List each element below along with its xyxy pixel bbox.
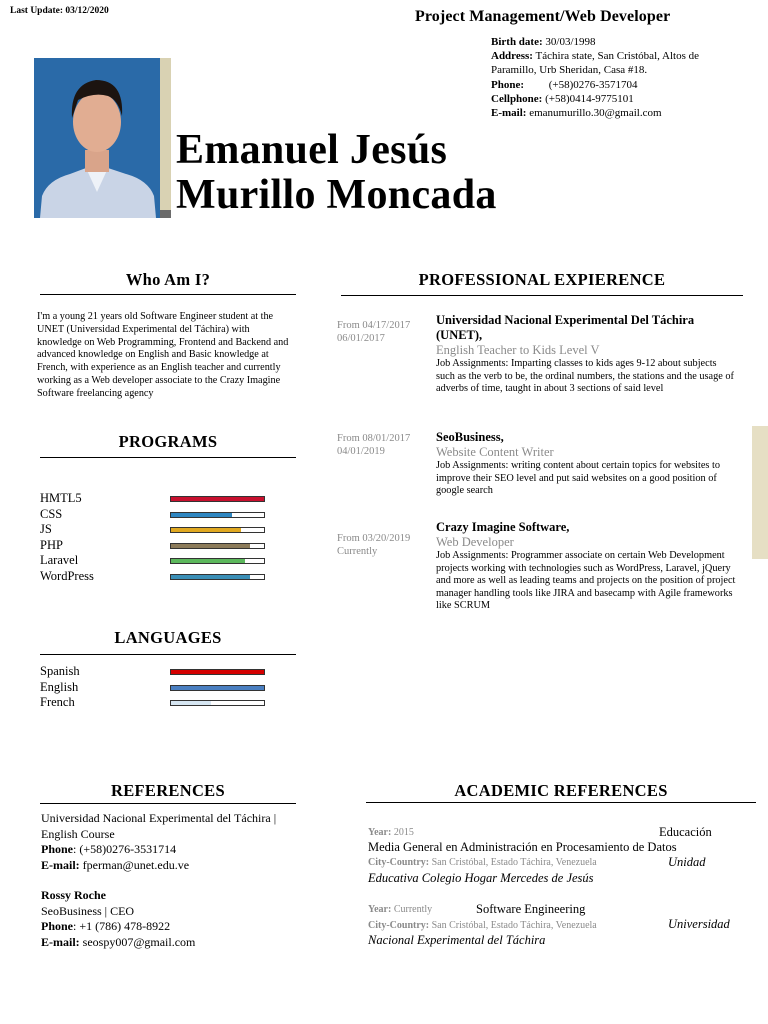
skill-name: CSS — [40, 506, 63, 521]
last-update-text: Last Update: 03/12/2020 — [10, 6, 109, 16]
experience-divider — [341, 295, 743, 296]
experience-entry — [337, 520, 737, 620]
language-name: French — [40, 695, 75, 709]
references-heading: REFERENCES — [111, 781, 225, 800]
name-first: Emanuel Jesús — [176, 127, 448, 173]
experience-entry — [337, 430, 737, 510]
skill-level-fill — [171, 559, 245, 563]
name-last: Murillo Moncada — [176, 172, 497, 218]
skill-level-fill — [171, 513, 232, 517]
academic-year: Year: Currently — [368, 904, 433, 915]
person-portrait-icon — [34, 58, 160, 218]
email-label: E-mail: — [41, 857, 80, 872]
skill-row — [40, 553, 300, 569]
academic-city: City-Country: San Cristóbal, Estado Táchira, Venezuela — [368, 857, 597, 868]
skill-bar — [170, 527, 265, 533]
reference-phone: : (+58)0276-3531714 — [73, 842, 177, 856]
experience-org: SeoBusiness, — [436, 430, 504, 444]
programs-divider — [40, 457, 296, 458]
experience-role: English Teacher to Kids Level V — [436, 343, 600, 357]
experience-role: Website Content Writer — [436, 445, 554, 459]
language-name: Spanish — [40, 664, 80, 678]
reference-name: Rossy Roche — [41, 888, 106, 902]
language-name: English — [40, 679, 79, 694]
skill-name: PHP — [40, 537, 63, 552]
about-text: I'm a young 21 years old Software Engineer student at the UNET (Universidad Experimental del Táchira) with knowledge on Web Programming, Frontend and Backend and advanced knowledge on English and Basic knowledge at French, with experience as an English teacher and currently working as a Web developer associate to the Crazy Imagine Software freelancing agency — [37, 311, 289, 399]
phone-label: Phone — [41, 919, 74, 933]
academic-heading: ACADEMIC REFERENCES — [454, 781, 668, 800]
skill-level-fill — [171, 544, 250, 548]
skill-level-fill — [171, 497, 264, 501]
academic-institution-start: Unidad — [668, 855, 706, 869]
cellphone-label: Cellphone: — [491, 92, 543, 105]
academic-degree-start: Educación — [659, 825, 712, 839]
reference-phone: : +1 (786) 478-8922 — [73, 919, 171, 933]
language-row — [40, 680, 300, 696]
skill-bar — [170, 574, 265, 580]
phone-value: (+58)0276-3571704 — [548, 78, 638, 91]
email-label: E-mail: — [41, 934, 80, 949]
contact-info — [491, 35, 741, 120]
skill-bar — [170, 512, 265, 518]
skill-level-fill — [171, 575, 250, 579]
reference-org: SeoBusiness | CEO — [41, 903, 135, 918]
languages-heading: LANGUAGES — [114, 628, 222, 647]
cellphone-value: (+58)0414-9775101 — [545, 92, 634, 105]
skill-level-fill — [171, 528, 241, 532]
language-bar — [170, 669, 265, 675]
academic-entry — [368, 825, 758, 887]
skill-row — [40, 507, 300, 523]
experience-dates: From 04/17/2017 06/01/2017 — [337, 320, 411, 344]
skill-bar — [170, 558, 265, 564]
job-title: Project Management/Web Developer — [415, 8, 671, 25]
references-divider — [40, 803, 296, 804]
experience-description: Job Assignments: writing content about certain topics for websites to improve their SEO level and put said websites on a good position of google search — [436, 460, 720, 496]
email-value: emanumurillo.30@gmail.com — [529, 107, 662, 120]
skill-name: WordPress — [40, 568, 94, 583]
languages-list — [40, 664, 300, 711]
birth-value: 30/03/1998 — [545, 36, 596, 48]
experience-dates: From 03/20/2019 Currently — [337, 533, 411, 557]
language-bar — [170, 700, 265, 706]
experience-heading: PROFESSIONAL EXPIERENCE — [418, 270, 666, 289]
birth-label: Birth date: — [491, 36, 543, 48]
experience-description: Job Assignments: Imparting classes to kids ages 9-12 about subjects such as the verb to be, the ordinal numbers, the stations and the usage of adverbs of time, taught in about 3 sections of said level — [436, 358, 734, 394]
academic-year: Year: 2015 — [368, 827, 414, 838]
experience-dates: From 08/01/2017 04/01/2019 — [337, 433, 411, 457]
academic-degree: Media General en Administración en Procesamiento de Datos — [368, 840, 677, 854]
academic-city: City-Country: San Cristóbal, Estado Táchira, Venezuela — [368, 920, 597, 931]
skill-name: HMTL5 — [40, 491, 82, 505]
phone-label: Phone: — [491, 78, 524, 91]
language-row — [40, 664, 300, 680]
reference-email: fperman@unet.edu.ve — [82, 857, 190, 872]
about-divider — [40, 294, 296, 295]
skill-row — [40, 538, 300, 554]
language-row — [40, 695, 300, 711]
academic-divider — [366, 802, 756, 803]
reference-org: Universidad Nacional Experimental del Táchira | English Course — [41, 811, 277, 841]
address-label: Address: — [491, 50, 533, 63]
experience-org: Crazy Imagine Software, — [436, 520, 570, 534]
experience-description: Job Assignments: Programmer associate on certain Web Development projects working with technologies such as WordPress, Laravel, jQuery and more as well as leading teams and projects on the position of project manager handling tools like JIRA and basecamp with Agile frameworks like SCRUM — [436, 550, 736, 611]
skill-level-fill — [171, 686, 264, 690]
skill-name: JS — [40, 522, 52, 536]
phone-label: Phone — [41, 842, 74, 856]
profile-photo — [34, 58, 171, 218]
language-bar — [170, 685, 265, 691]
languages-divider — [40, 654, 296, 655]
skill-row — [40, 522, 300, 538]
side-tab-decoration — [752, 426, 768, 559]
skill-bar — [170, 543, 265, 549]
skill-bar — [170, 496, 265, 502]
academic-institution: Nacional Experimental del Táchira — [368, 933, 546, 947]
skill-level-fill — [171, 670, 264, 674]
about-heading: Who Am I? — [125, 270, 211, 289]
experience-org: Universidad Nacional Experimental Del Táchira (UNET), — [436, 313, 695, 342]
skill-level-fill — [171, 701, 211, 705]
skill-name: Laravel — [40, 553, 79, 567]
reference-email: seospy007@gmail.com — [82, 934, 196, 949]
full-name — [176, 128, 497, 218]
programs-list — [40, 491, 300, 584]
skill-row — [40, 491, 300, 507]
programs-heading: PROGRAMS — [118, 432, 218, 451]
address-value: Táchira state, San Cristóbal, Altos de Paramillo, Urb Sheridan, Casa #18. — [491, 50, 699, 77]
email-label: E-mail: — [491, 107, 527, 120]
academic-degree: Software Engineering — [476, 902, 586, 916]
experience-role: Web Developer — [436, 535, 514, 549]
experience-entry — [337, 313, 737, 413]
academic-institution-start: Universidad — [668, 917, 730, 931]
references-list — [41, 811, 301, 950]
academic-entry — [368, 902, 758, 952]
skill-row — [40, 569, 300, 585]
academic-institution: Educativa Colegio Hogar Mercedes de Jesús — [368, 871, 594, 885]
